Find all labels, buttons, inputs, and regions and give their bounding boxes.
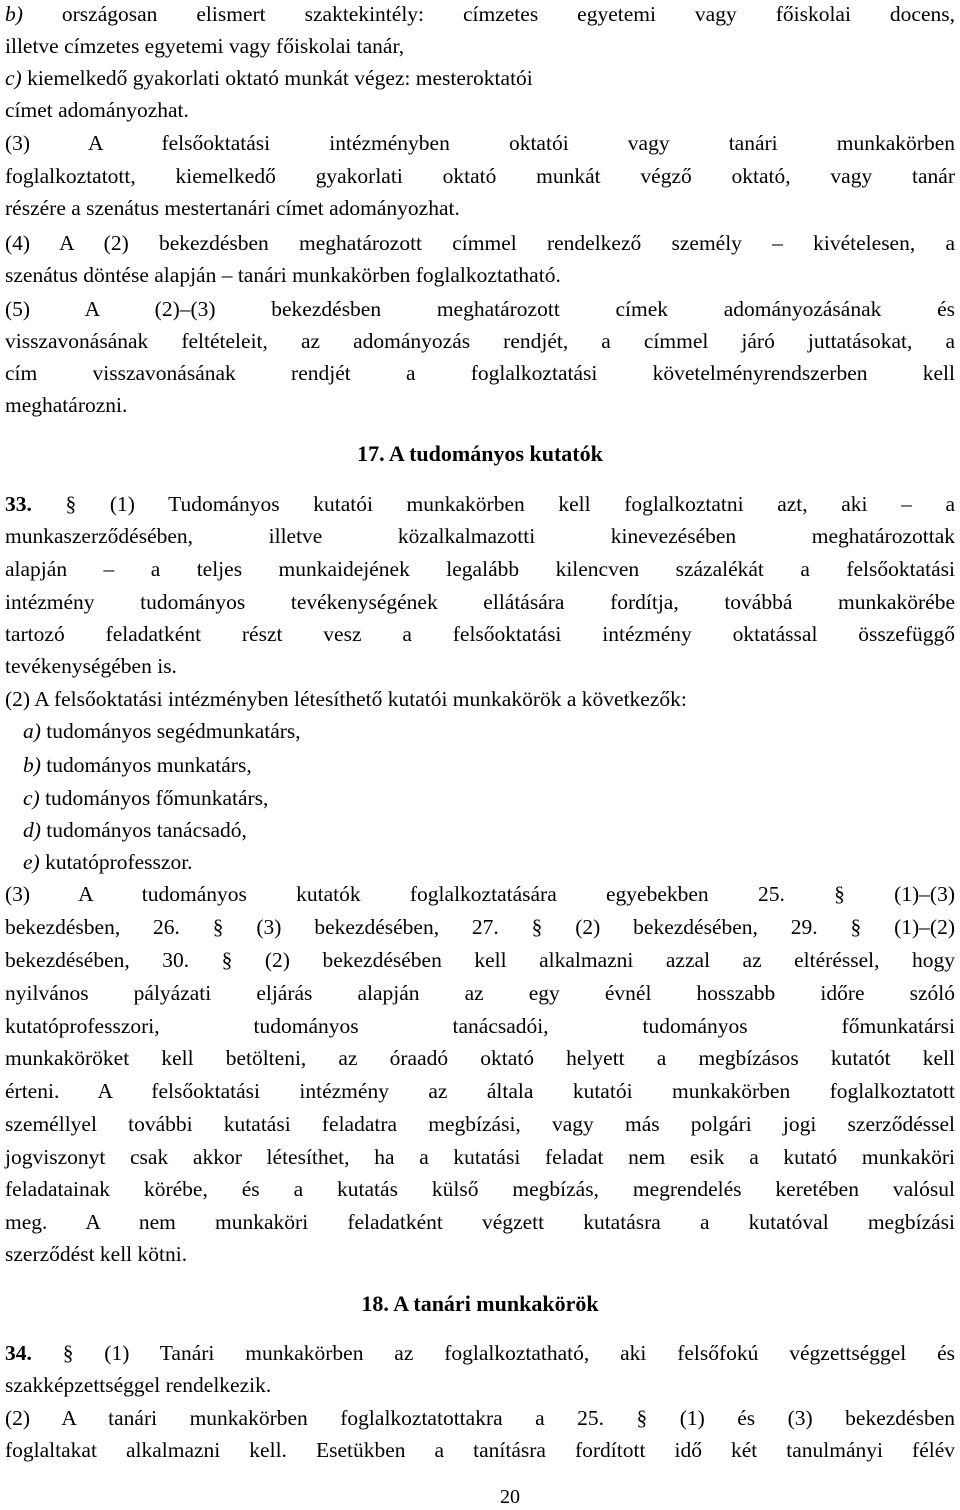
text-line: részére a szenátus mestertanári címet adományozhat. [5,196,460,220]
text-line: érteni. A felsőoktatási intézmény az általa kutatói munkakörben foglalkoztatott [5,1079,955,1103]
text-line: személlyel további kutatási feladatra megbízási, vagy más polgári jogi szerződéssel [5,1112,955,1136]
text-line: nyilvános pályázati eljárás alapján az egy évnél hosszabb időre szóló [5,981,955,1005]
text-line: kutatóprofesszori, tudományos tanácsadói, tudományos főmunkatársi [5,1014,955,1038]
list-item: c) tudományos főmunkatárs, [23,786,269,810]
text-line: bekezdésében, 30. § (2) bekezdésében kell alkalmazni azzal az eltéréssel, hogy [5,948,955,972]
list-item: e) kutatóprofesszor. [23,850,193,874]
text-line: bekezdésben, 26. § (3) bekezdésében, 27. § (2) bekezdésében, 29. § (1)–(2) [5,915,955,939]
text-line: c) kiemelkedő gyakorlati oktató munkát végez: mesteroktatói [5,66,533,90]
text-line: (4) A (2) bekezdésben meghatározott címmel rendelkező személy – kivételesen, a [5,231,955,255]
text-line: szenátus döntése alapján – tanári munkakörben foglalkoztatható. [5,263,561,287]
text-line: intézmény tudományos tevékenységének ellátására fordítja, továbbá munkakörébe [5,590,955,614]
list-item: b) tudományos munkatárs, [23,753,252,777]
text-line: tevékenységében is. [5,654,177,678]
text-line: szerződést kell kötni. [5,1242,188,1266]
text-line: b) országosan elismert szaktekintély: címzetes egyetemi vagy főiskolai docens, [5,2,955,26]
text-line: (3) A felsőoktatási intézményben oktatói vagy tanári munkakörben [5,131,955,155]
text-line: foglaltakat alkalmazni kell. Esetükben a tanításra fordított idő két tanulmányi félév [5,1438,955,1462]
text-line: meghatározni. [5,393,128,417]
text-line: feladatainak körébe, és a kutatás külső megbízás, megrendelés keretében valósul [5,1177,955,1201]
section-33-first-line: 33. § (1) Tudományos kutatói munkakörben kell foglalkoztatni azt, aki – a [5,492,955,516]
section-34-first-line: 34. § (1) Tanári munkakörben az foglalkoztatható, aki felsőfokú végzettséggel és [5,1341,955,1365]
text-line: visszavonásának feltételeit, az adományozás rendjét, a címmel járó juttatásokat, a [5,329,955,353]
text-line: (2) A tanári munkakörben foglalkoztatottakra a 25. § (1) és (3) bekezdésben [5,1406,955,1430]
list-item: d) tudományos tanácsadó, [23,818,247,842]
text-line: alapján – a teljes munkaidejének legalább kilencven százalékát a felsőoktatási [5,557,955,581]
section-heading: 17. A tudományos kutatók [357,441,603,466]
text-line: (2) A felsőoktatási intézményben létesíthető kutatói munkakörök a következők: [5,687,687,711]
text-line: címet adományozhat. [5,98,189,122]
text-line: (5) A (2)–(3) bekezdésben meghatározott címek adományozásának és [5,297,955,321]
list-item: a) tudományos segédmunkatárs, [23,719,301,743]
section-heading: 18. A tanári munkakörök [361,1291,599,1316]
text-line: munkaköröket kell betölteni, az óraadó oktató helyett a megbízásos kutatót kell [5,1046,955,1070]
text-line: cím visszavonásának rendjét a foglalkoztatási követelményrendszerben kell [5,361,955,385]
text-line: foglalkoztatott, kiemelkedő gyakorlati oktató munkát végző oktató, vagy tanár [5,164,955,188]
text-line: tartozó feladatként részt vesz a felsőoktatási intézmény oktatással összefüggő [5,622,955,646]
text-line: szakképzettséggel rendelkezik. [5,1373,272,1397]
text-line: munkaszerződésében, illetve közalkalmazotti kinevezésében meghatározottak [5,524,955,548]
text-line: illetve címzetes egyetemi vagy főiskolai tanár, [5,34,405,58]
page-number: 20 [500,1486,520,1508]
text-line: meg. A nem munkaköri feladatként végzett kutatásra a kutatóval megbízási [5,1210,955,1234]
text-line: (3) A tudományos kutatók foglalkoztatására egyebekben 25. § (1)–(3) [5,882,955,906]
text-line: jogviszonyt csak akkor létesíthet, ha a kutatási feladat nem esik a kutató munkaköri [5,1145,955,1169]
